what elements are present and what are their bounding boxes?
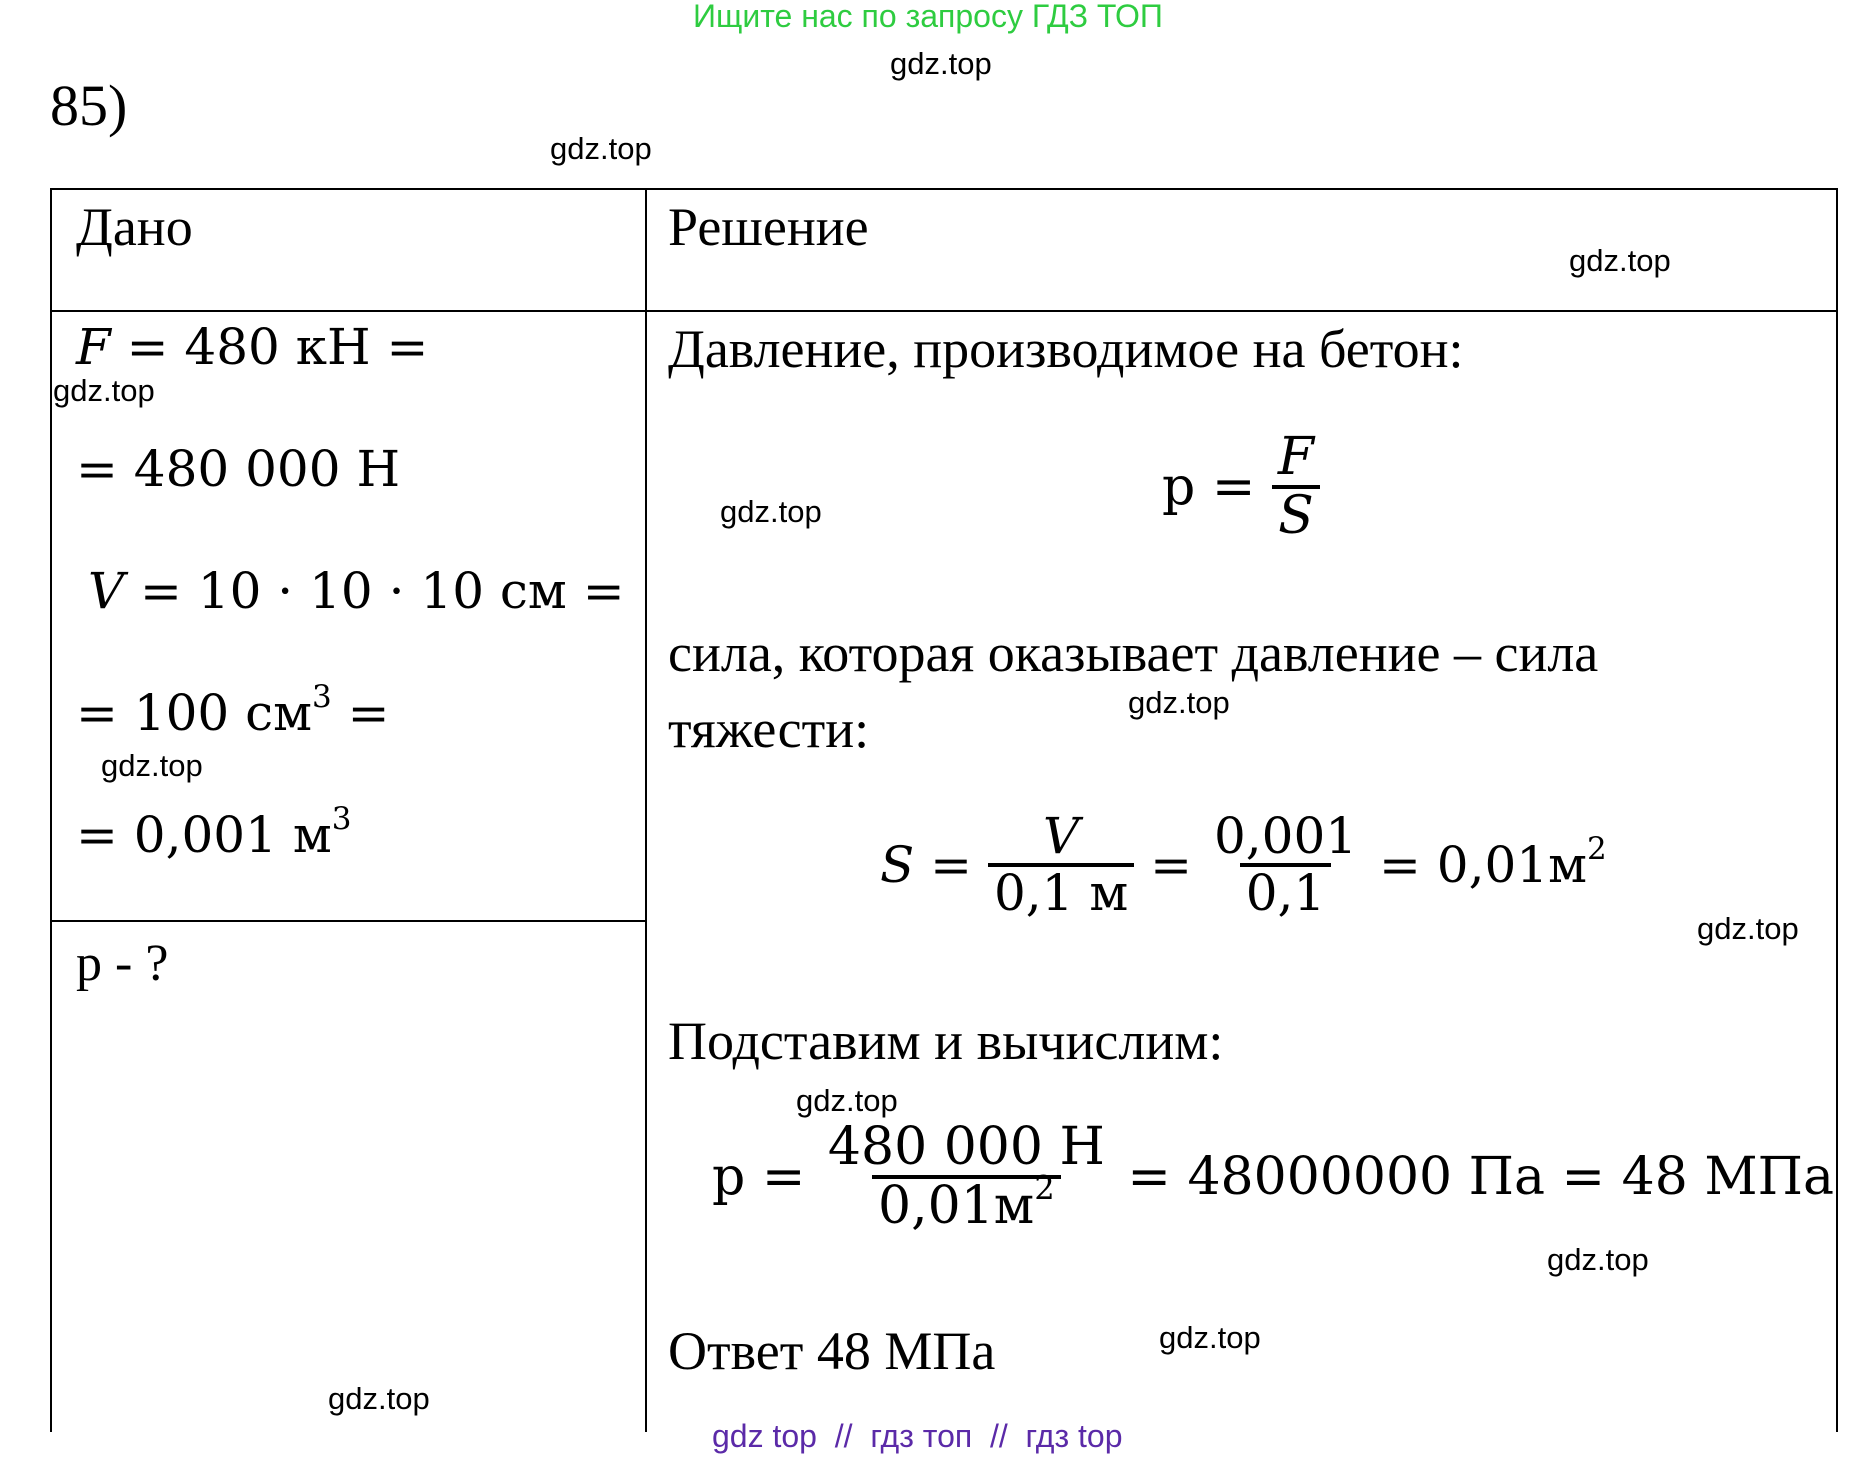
equals: = — [914, 835, 988, 894]
table-header-divider — [50, 310, 1838, 312]
calc-den-value: 0,01м — [878, 1175, 1035, 1236]
volume-value: = 10 · 10 · 10 см = — [124, 562, 625, 620]
solution-header: Решение — [668, 197, 869, 257]
exponent: 3 — [312, 678, 332, 715]
watermark: gdz.top — [101, 748, 203, 783]
equals: = — [1363, 835, 1437, 894]
exponent: 2 — [1034, 1168, 1055, 1207]
pressure-fraction — [1272, 427, 1320, 546]
fraction-numerator: 0,001 — [1213, 807, 1358, 865]
table-top-border — [50, 188, 1838, 190]
answer: Ответ 48 МПа — [668, 1321, 996, 1381]
given-volume-m3 — [76, 800, 352, 864]
volume-m3-value: = 0,001 м — [76, 806, 332, 864]
unknown-quantity: p - ? — [76, 935, 169, 992]
table-left-border — [50, 188, 52, 1432]
watermark: gdz.top — [720, 494, 822, 529]
fraction-numerator: 480 000 Н — [827, 1117, 1105, 1177]
calc-result: = 48000000 Па = 48 МПа — [1110, 1146, 1834, 1207]
pressure-formula — [1162, 427, 1320, 546]
force-value: = 480 кН = — [110, 318, 429, 376]
given-header: Дано — [76, 197, 193, 257]
watermark: gdz.top — [1159, 1320, 1261, 1355]
force-variable: F — [76, 318, 111, 376]
area-fraction-2 — [1208, 807, 1363, 922]
calc-fraction — [822, 1117, 1111, 1236]
area-variable: S — [880, 835, 915, 894]
watermark: gdz.top — [1547, 1242, 1649, 1277]
table-column-divider — [645, 188, 647, 1432]
watermark: gdz.top — [796, 1083, 898, 1118]
given-force-si: = 480 000 Н — [76, 440, 401, 498]
exponent: 2 — [1587, 830, 1607, 867]
watermark: gdz.top — [328, 1381, 430, 1416]
watermark: gdz.top — [1697, 911, 1799, 946]
fraction-denominator — [872, 1168, 1061, 1236]
volume-cm3-eq: = — [331, 684, 390, 742]
area-result-value: 0,01м — [1436, 835, 1588, 894]
area-fraction-1 — [988, 807, 1134, 922]
substitute-text: Подставим и вычислим: — [668, 1011, 1224, 1071]
area-formula — [880, 807, 1607, 922]
pressure-lhs: p = — [1162, 456, 1272, 517]
bottom-banner: gdz top // гдз топ // гдз top — [712, 1418, 1123, 1454]
fraction-denominator: S — [1272, 485, 1320, 544]
volume-variable: V — [88, 562, 125, 620]
given-volume — [88, 562, 625, 620]
gravity-line-2: тяжести: — [668, 699, 870, 759]
given-volume-cm3 — [76, 678, 390, 742]
pressure-calculation — [712, 1117, 1834, 1236]
problem-number: 85) — [50, 73, 128, 138]
given-force — [76, 318, 428, 376]
fraction-denominator: 0,1 м — [988, 863, 1134, 920]
volume-cm3-value: = 100 см — [76, 684, 313, 742]
area-result — [1436, 830, 1607, 894]
watermark: gdz.top — [550, 131, 652, 166]
equals: = — [1134, 835, 1208, 894]
solution-intro: Давление, производимое на бетон: — [668, 319, 1464, 379]
watermark: gdz.top — [890, 46, 992, 81]
watermark: gdz.top — [1128, 685, 1230, 720]
watermark: gdz.top — [1569, 243, 1671, 278]
table-right-border — [1836, 188, 1838, 1432]
gravity-line-1: сила, которая оказывает давление – сила — [668, 623, 1599, 683]
fraction-numerator: V — [1043, 807, 1080, 865]
exponent: 3 — [331, 800, 352, 837]
given-unknown-divider — [50, 920, 647, 922]
top-banner: Ищите нас по запросу ГДЗ ТОП — [693, 0, 1163, 34]
calc-lhs: p = — [712, 1146, 822, 1207]
fraction-denominator: 0,1 — [1240, 863, 1332, 920]
fraction-numerator: F — [1277, 427, 1315, 487]
watermark: gdz.top — [53, 373, 155, 408]
